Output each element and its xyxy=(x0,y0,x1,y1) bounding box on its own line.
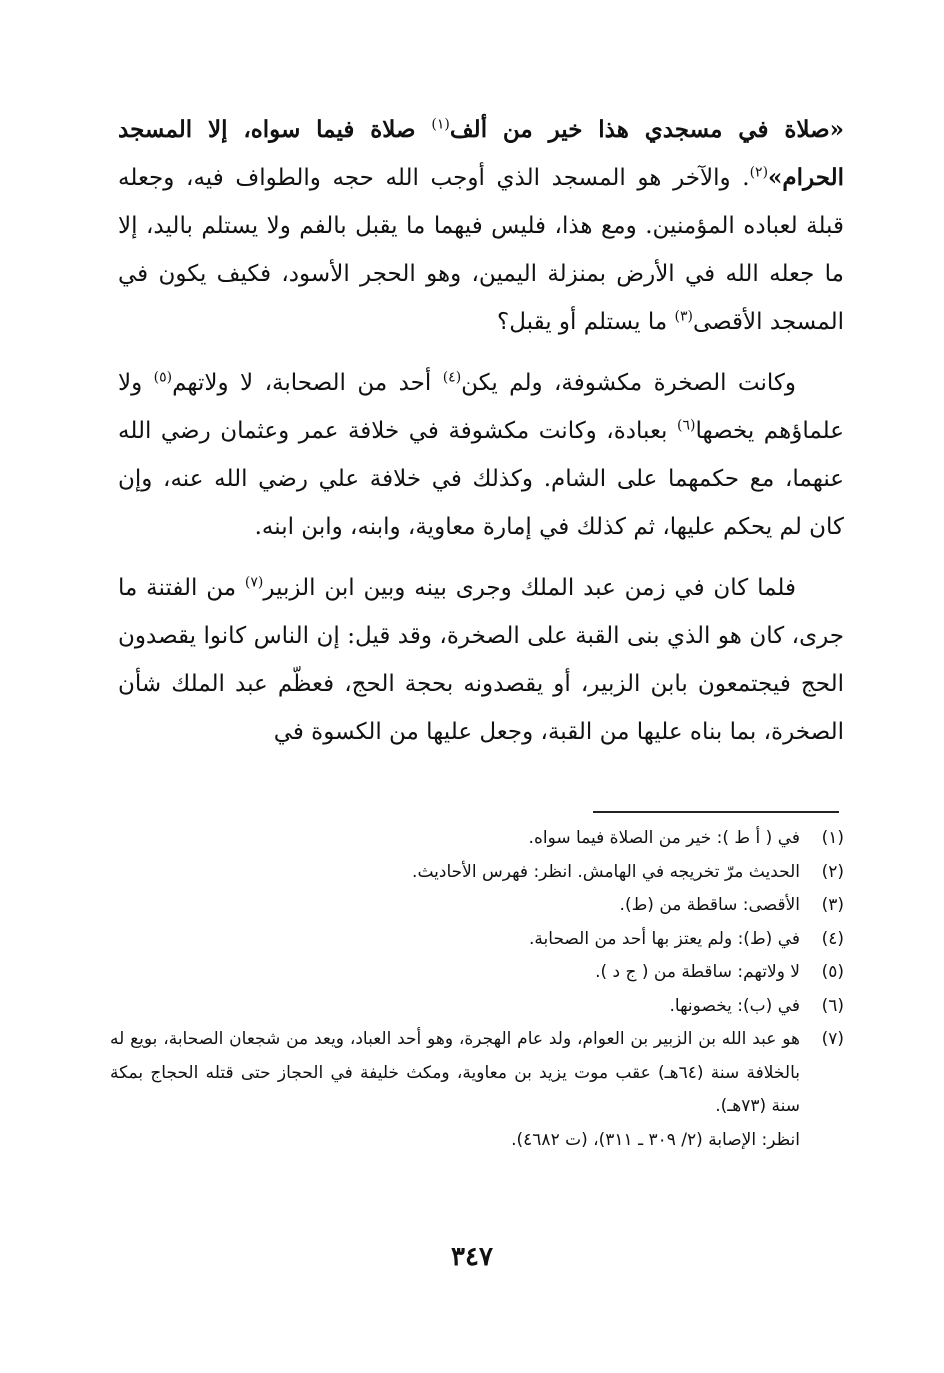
paragraph-2 xyxy=(118,359,844,551)
footnote-4 xyxy=(110,923,844,957)
footnote-text: في (ط): ولم يعتز بها أحد من الصحابة. xyxy=(529,928,800,949)
paragraph-1-end: ما يستلم أو يقبل؟ xyxy=(497,309,675,335)
footnote-3 xyxy=(110,889,844,923)
footnote-number: (٣) xyxy=(821,895,844,915)
footnote-ref-6: (٦) xyxy=(677,417,696,434)
footnote-text: الحديث مرّ تخريجه في الهامش. انظر: فهرس الأحاديث. xyxy=(412,861,800,882)
footnote-number: (٥) xyxy=(821,962,844,982)
footnote-5 xyxy=(110,956,844,990)
footnote-6 xyxy=(110,990,844,1024)
footnote-text: لا ولاتهم: ساقطة من ( ج د ). xyxy=(595,962,800,982)
paragraph-2-part-b: أحد من الصحابة، لا ولاتهم xyxy=(172,370,443,396)
paragraph-3-part-a: فلما كان في زمن عبد الملك وجرى بينه وبين ابن الزبير xyxy=(263,575,796,601)
footnotes-section xyxy=(110,822,844,1157)
paragraph-3-part-b: من الفتنة ما جرى، كان هو الذي بنى القبة على الصخرة، وقد قيل: إن الناس كانوا يقصدون الحج فيجتمعون بابن الزبير، أو يقصدونه بحجة الحج، فعظّم عبد الملك شأن الصخرة، بما بناه عليها من القبة، وجعل عليها من الكسوة في xyxy=(118,575,844,745)
paragraph-3 xyxy=(118,564,844,756)
footnote-number: (٧) xyxy=(821,1029,844,1049)
page-number: ٣٤٧ xyxy=(451,1242,493,1272)
footnote-7 xyxy=(110,1023,844,1124)
paragraph-2-part-d: بعبادة، وكانت مكشوفة في خلافة عمر وعثمان رضي الله عنهما، مع حكمهما على الشام. وكذلك في خلافة علي رضي الله عنه، وإن كان لم يحكم عليها، ثم كذلك في إمارة معاوية، وابنه، وابن ابنه. xyxy=(118,418,844,540)
footnote-number: (٦) xyxy=(821,995,844,1016)
footnote-number: (١) xyxy=(821,828,844,848)
footnote-text: في (ب): يخصونها. xyxy=(669,995,800,1016)
footnote-text: الأقصى: ساقطة من (ط). xyxy=(619,895,800,915)
footnote-ref-5: (٥) xyxy=(153,369,173,386)
footnote-2 xyxy=(110,856,844,890)
paragraph-1-text: . والآخر هو المسجد الذي أوجب الله حجه والطواف فيه، وجعله قبلة لعباده المؤمنين. ومع هذا، فليس فيهما ما يقبل بالفم ولا يستلم باليد، إلا ما جعله الله في الأرض بمنزلة اليمين، وهو الحجر الأسود، فكيف يكون في المسجد الأقصى xyxy=(118,165,844,335)
paragraph-2-part-a: وكانت الصخرة مكشوفة، ولم يكن xyxy=(461,370,796,396)
hadith-quote-part1: «صلاة في مسجدي هذا خير من ألف xyxy=(449,116,844,143)
footnote-1 xyxy=(110,822,844,856)
footnote-ref-1: (١) xyxy=(431,116,450,133)
footnote-ref-4: (٤) xyxy=(442,369,462,386)
footnote-ref-2: (٢) xyxy=(749,164,769,181)
footnote-7-reference: انظر: الإصابة (٢/ ٣٠٩ ـ ٣١١)، (ت ٤٦٨٢). xyxy=(511,1129,800,1150)
footnote-divider xyxy=(593,811,839,813)
paragraph-1 xyxy=(118,106,844,346)
footnote-ref-7: (٧) xyxy=(244,574,264,591)
hadith-quote-part2: صلاة فيما سواه، إلا المسجد الحرام» xyxy=(118,116,844,191)
footnote-text: في ( أ ط ): خير من الصلاة فيما سواه. xyxy=(528,828,800,848)
paragraph-2-part-c: ولا علماؤهم يخصها xyxy=(118,370,844,444)
footnote-text: هو عبد الله بن الزبير بن العوام، ولد عام الهجرة، وهو أحد العباد، ويعد من شجعان الصحابة، بويع له بالخلافة سنة (٦٤هـ) عقب موت يزيد بن معاوية، ومكث خليفة في الحجاز حتى قتله الحجاج بمكة سنة (٧٣هـ). xyxy=(110,1029,800,1116)
footnote-number: (٢) xyxy=(821,861,844,882)
main-text xyxy=(118,106,844,769)
footnote-ref-3: (٣) xyxy=(674,308,693,325)
footnote-number: (٤) xyxy=(821,928,844,949)
